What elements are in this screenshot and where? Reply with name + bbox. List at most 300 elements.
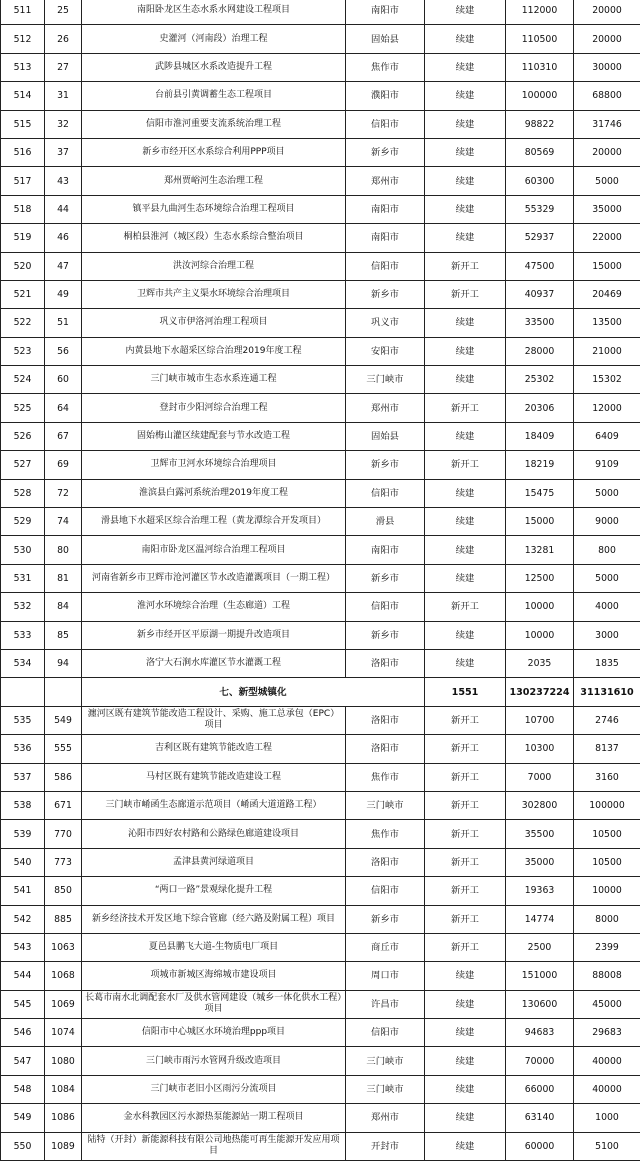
annual-investment: 15302 bbox=[574, 366, 640, 394]
project-name: 信阳市淮河重要支流系统治理工程 bbox=[82, 110, 346, 138]
total-investment: 25302 bbox=[506, 366, 574, 394]
row-code: 1080 bbox=[45, 1047, 82, 1075]
section-title: 七、新型城镇化 bbox=[82, 678, 425, 706]
row-index: 538 bbox=[1, 791, 45, 819]
table-row bbox=[1, 1075, 640, 1103]
total-investment: 10300 bbox=[506, 735, 574, 763]
row-code: 67 bbox=[45, 422, 82, 450]
project-name: 新乡市经开区平原湖一期提升改造项目 bbox=[82, 621, 346, 649]
table-row bbox=[1, 706, 640, 734]
total-investment: 2035 bbox=[506, 649, 574, 677]
row-code: 1084 bbox=[45, 1075, 82, 1103]
city: 焦作市 bbox=[346, 820, 425, 848]
table-row bbox=[1, 933, 640, 961]
annual-investment: 3000 bbox=[574, 621, 640, 649]
total-investment: 151000 bbox=[506, 962, 574, 990]
annual-investment: 1000 bbox=[574, 1104, 640, 1132]
total-investment: 55329 bbox=[506, 195, 574, 223]
annual-investment: 15000 bbox=[574, 252, 640, 280]
table-row bbox=[1, 82, 640, 110]
row-code: 37 bbox=[45, 138, 82, 166]
total-investment: 10000 bbox=[506, 621, 574, 649]
project-name: 吉利区既有建筑节能改造工程 bbox=[82, 735, 346, 763]
status: 续建 bbox=[425, 110, 506, 138]
status: 续建 bbox=[425, 962, 506, 990]
project-name: 台前县引黄调蓄生态工程项目 bbox=[82, 82, 346, 110]
city: 许昌市 bbox=[346, 990, 425, 1018]
table-row bbox=[1, 905, 640, 933]
total-investment: 13281 bbox=[506, 536, 574, 564]
row-index: 546 bbox=[1, 1019, 45, 1047]
section-count: 1551 bbox=[425, 678, 506, 706]
city: 三门峡市 bbox=[346, 366, 425, 394]
total-investment: 130600 bbox=[506, 990, 574, 1018]
status: 新开工 bbox=[425, 394, 506, 422]
total-investment: 40937 bbox=[506, 280, 574, 308]
project-name: 武陟县城区水系改造提升工程 bbox=[82, 53, 346, 81]
annual-investment: 30000 bbox=[574, 53, 640, 81]
table-row bbox=[1, 1019, 640, 1047]
city: 信阳市 bbox=[346, 593, 425, 621]
annual-investment: 1835 bbox=[574, 649, 640, 677]
annual-investment: 10500 bbox=[574, 820, 640, 848]
row-code: 85 bbox=[45, 621, 82, 649]
status: 续建 bbox=[425, 82, 506, 110]
annual-investment: 20000 bbox=[574, 25, 640, 53]
total-investment: 302800 bbox=[506, 791, 574, 819]
table-row bbox=[1, 280, 640, 308]
table-row bbox=[1, 451, 640, 479]
city: 南阳市 bbox=[346, 0, 425, 25]
city: 焦作市 bbox=[346, 53, 425, 81]
row-code: 549 bbox=[45, 706, 82, 734]
row-index: 513 bbox=[1, 53, 45, 81]
total-investment: 110500 bbox=[506, 25, 574, 53]
row-index: 532 bbox=[1, 593, 45, 621]
row-index: 540 bbox=[1, 848, 45, 876]
city: 洛阳市 bbox=[346, 706, 425, 734]
city: 洛阳市 bbox=[346, 735, 425, 763]
annual-investment: 40000 bbox=[574, 1075, 640, 1103]
annual-investment: 20469 bbox=[574, 280, 640, 308]
project-name: 项城市新城区海绵城市建设项目 bbox=[82, 962, 346, 990]
row-index: 547 bbox=[1, 1047, 45, 1075]
total-investment: 28000 bbox=[506, 337, 574, 365]
table-row bbox=[1, 1047, 640, 1075]
annual-investment: 13500 bbox=[574, 309, 640, 337]
table-row bbox=[1, 820, 640, 848]
table-row bbox=[1, 479, 640, 507]
row-code: 555 bbox=[45, 735, 82, 763]
table-row bbox=[1, 763, 640, 791]
row-code: 46 bbox=[45, 224, 82, 252]
row-index: 518 bbox=[1, 195, 45, 223]
row-code: 44 bbox=[45, 195, 82, 223]
annual-investment: 29683 bbox=[574, 1019, 640, 1047]
row-code: 586 bbox=[45, 763, 82, 791]
annual-investment: 2746 bbox=[574, 706, 640, 734]
status: 续建 bbox=[425, 508, 506, 536]
total-investment: 35000 bbox=[506, 848, 574, 876]
city: 商丘市 bbox=[346, 933, 425, 961]
city: 南阳市 bbox=[346, 536, 425, 564]
section-annual: 31131610 bbox=[574, 678, 640, 706]
city: 洛阳市 bbox=[346, 848, 425, 876]
status: 新开工 bbox=[425, 735, 506, 763]
annual-investment: 45000 bbox=[574, 990, 640, 1018]
status: 续建 bbox=[425, 25, 506, 53]
section-blank-cell bbox=[45, 678, 82, 706]
row-index: 535 bbox=[1, 706, 45, 734]
table-row bbox=[1, 422, 640, 450]
city: 南阳市 bbox=[346, 224, 425, 252]
row-code: 47 bbox=[45, 252, 82, 280]
city: 固始县 bbox=[346, 422, 425, 450]
total-investment: 52937 bbox=[506, 224, 574, 252]
project-name: 登封市少阳河综合治理工程 bbox=[82, 394, 346, 422]
status: 续建 bbox=[425, 564, 506, 592]
status: 新开工 bbox=[425, 905, 506, 933]
row-index: 516 bbox=[1, 138, 45, 166]
annual-investment: 10000 bbox=[574, 877, 640, 905]
status: 新开工 bbox=[425, 820, 506, 848]
status: 新开工 bbox=[425, 593, 506, 621]
project-name: 孟津县黄河绿道项目 bbox=[82, 848, 346, 876]
row-code: 1063 bbox=[45, 933, 82, 961]
total-investment: 100000 bbox=[506, 82, 574, 110]
project-name: 河南省新乡市卫辉市沧河灌区节水改造灌溉项目（一期工程） bbox=[82, 564, 346, 592]
table-row bbox=[1, 621, 640, 649]
row-code: 1068 bbox=[45, 962, 82, 990]
status: 续建 bbox=[425, 195, 506, 223]
row-code: 25 bbox=[45, 0, 82, 25]
row-code: 56 bbox=[45, 337, 82, 365]
city: 信阳市 bbox=[346, 110, 425, 138]
project-name: 镇平县九曲河生态环境综合治理工程项目 bbox=[82, 195, 346, 223]
city: 信阳市 bbox=[346, 479, 425, 507]
project-name: 金水科教园区污水源热泵能源站一期工程项目 bbox=[82, 1104, 346, 1132]
row-index: 524 bbox=[1, 366, 45, 394]
city: 郑州市 bbox=[346, 1104, 425, 1132]
table-row bbox=[1, 877, 640, 905]
row-code: 60 bbox=[45, 366, 82, 394]
project-name: 夏邑县鹏飞大道-生物质电厂项目 bbox=[82, 933, 346, 961]
row-index: 517 bbox=[1, 167, 45, 195]
city: 郑州市 bbox=[346, 167, 425, 195]
total-investment: 2500 bbox=[506, 933, 574, 961]
project-name: “两口一路”景观绿化提升工程 bbox=[82, 877, 346, 905]
total-investment: 80569 bbox=[506, 138, 574, 166]
project-name: 淮河水环境综合治理（生态廊道）工程 bbox=[82, 593, 346, 621]
total-investment: 18219 bbox=[506, 451, 574, 479]
row-index: 514 bbox=[1, 82, 45, 110]
total-investment: 33500 bbox=[506, 309, 574, 337]
status: 续建 bbox=[425, 337, 506, 365]
project-name: 滑县地下水超采区综合治理工程（黄龙潭综合开发项目） bbox=[82, 508, 346, 536]
row-index: 539 bbox=[1, 820, 45, 848]
row-index: 531 bbox=[1, 564, 45, 592]
project-name: 长葛市南水北调配套水厂及供水管网建设（城乡一体化供水工程）项目 bbox=[82, 990, 346, 1018]
project-name: 卫辉市共产主义渠水环境综合治理项目 bbox=[82, 280, 346, 308]
row-index: 511 bbox=[1, 0, 45, 25]
project-name: 史灌河（河南段）治理工程 bbox=[82, 25, 346, 53]
annual-investment: 22000 bbox=[574, 224, 640, 252]
status: 续建 bbox=[425, 536, 506, 564]
status: 续建 bbox=[425, 167, 506, 195]
row-index: 550 bbox=[1, 1132, 45, 1160]
project-name: 三门峡市雨污水管网升级改造项目 bbox=[82, 1047, 346, 1075]
annual-investment: 9000 bbox=[574, 508, 640, 536]
row-index: 530 bbox=[1, 536, 45, 564]
project-name: 信阳市中心城区水环境治理ppp项目 bbox=[82, 1019, 346, 1047]
city: 信阳市 bbox=[346, 1019, 425, 1047]
table-body-after bbox=[1, 706, 640, 1160]
table-row bbox=[1, 791, 640, 819]
annual-investment: 20000 bbox=[574, 0, 640, 25]
row-index: 549 bbox=[1, 1104, 45, 1132]
table-row bbox=[1, 309, 640, 337]
row-code: 81 bbox=[45, 564, 82, 592]
project-name: 洪汝河综合治理工程 bbox=[82, 252, 346, 280]
annual-investment: 21000 bbox=[574, 337, 640, 365]
row-index: 522 bbox=[1, 309, 45, 337]
row-code: 32 bbox=[45, 110, 82, 138]
project-name: 沁阳市四好农村路和公路绿色廊道建设项目 bbox=[82, 820, 346, 848]
row-index: 528 bbox=[1, 479, 45, 507]
table-row bbox=[1, 593, 640, 621]
city: 新乡市 bbox=[346, 451, 425, 479]
status: 续建 bbox=[425, 1075, 506, 1103]
project-name: 新乡经济技术开发区地下综合管廊（经六路及附属工程）项目 bbox=[82, 905, 346, 933]
city: 固始县 bbox=[346, 25, 425, 53]
project-name: 桐柏县淮河（城区段）生态水系综合整治项目 bbox=[82, 224, 346, 252]
status: 新开工 bbox=[425, 877, 506, 905]
row-code: 1089 bbox=[45, 1132, 82, 1160]
row-code: 1069 bbox=[45, 990, 82, 1018]
row-index: 529 bbox=[1, 508, 45, 536]
status: 续建 bbox=[425, 1047, 506, 1075]
table-row bbox=[1, 1104, 640, 1132]
annual-investment: 10500 bbox=[574, 848, 640, 876]
table-row bbox=[1, 564, 640, 592]
section-total: 130237224 bbox=[506, 678, 574, 706]
table-row bbox=[1, 649, 640, 677]
annual-investment: 40000 bbox=[574, 1047, 640, 1075]
row-code: 770 bbox=[45, 820, 82, 848]
project-name: 郑州贾峪河生态治理工程 bbox=[82, 167, 346, 195]
annual-investment: 100000 bbox=[574, 791, 640, 819]
city: 滑县 bbox=[346, 508, 425, 536]
table-row bbox=[1, 536, 640, 564]
annual-investment: 3160 bbox=[574, 763, 640, 791]
row-index: 520 bbox=[1, 252, 45, 280]
status: 续建 bbox=[425, 422, 506, 450]
row-index: 536 bbox=[1, 735, 45, 763]
city: 新乡市 bbox=[346, 280, 425, 308]
city: 三门峡市 bbox=[346, 1047, 425, 1075]
row-code: 49 bbox=[45, 280, 82, 308]
row-index: 533 bbox=[1, 621, 45, 649]
status: 续建 bbox=[425, 53, 506, 81]
table-row bbox=[1, 25, 640, 53]
row-index: 544 bbox=[1, 962, 45, 990]
annual-investment: 5000 bbox=[574, 167, 640, 195]
section-header-body bbox=[1, 678, 640, 706]
project-name: 马村区既有建筑节能改造建设工程 bbox=[82, 763, 346, 791]
status: 续建 bbox=[425, 621, 506, 649]
row-index: 527 bbox=[1, 451, 45, 479]
city: 新乡市 bbox=[346, 138, 425, 166]
total-investment: 60000 bbox=[506, 1132, 574, 1160]
status: 续建 bbox=[425, 1019, 506, 1047]
city: 三门峡市 bbox=[346, 1075, 425, 1103]
status: 新开工 bbox=[425, 280, 506, 308]
table-row bbox=[1, 508, 640, 536]
total-investment: 98822 bbox=[506, 110, 574, 138]
annual-investment: 31746 bbox=[574, 110, 640, 138]
table-row bbox=[1, 110, 640, 138]
row-code: 885 bbox=[45, 905, 82, 933]
row-index: 541 bbox=[1, 877, 45, 905]
row-code: 773 bbox=[45, 848, 82, 876]
city: 南阳市 bbox=[346, 195, 425, 223]
city: 巩义市 bbox=[346, 309, 425, 337]
row-code: 72 bbox=[45, 479, 82, 507]
row-index: 512 bbox=[1, 25, 45, 53]
row-code: 1086 bbox=[45, 1104, 82, 1132]
total-investment: 7000 bbox=[506, 763, 574, 791]
row-code: 74 bbox=[45, 508, 82, 536]
table-row bbox=[1, 848, 640, 876]
row-code: 31 bbox=[45, 82, 82, 110]
table-row bbox=[1, 0, 640, 25]
row-code: 27 bbox=[45, 53, 82, 81]
row-code: 43 bbox=[45, 167, 82, 195]
project-name: 陆特（开封）新能源科技有限公司地热能可再生能源开发应用项目 bbox=[82, 1132, 346, 1160]
total-investment: 94683 bbox=[506, 1019, 574, 1047]
city: 濮阳市 bbox=[346, 82, 425, 110]
total-investment: 15000 bbox=[506, 508, 574, 536]
city: 郑州市 bbox=[346, 394, 425, 422]
city: 安阳市 bbox=[346, 337, 425, 365]
row-index: 515 bbox=[1, 110, 45, 138]
project-name: 三门峡市老旧小区雨污分流项目 bbox=[82, 1075, 346, 1103]
row-index: 545 bbox=[1, 990, 45, 1018]
project-name: 南阳卧龙区生态水系水网建设工程项目 bbox=[82, 0, 346, 25]
total-investment: 35500 bbox=[506, 820, 574, 848]
row-code: 84 bbox=[45, 593, 82, 621]
table-row bbox=[1, 138, 640, 166]
status: 新开工 bbox=[425, 933, 506, 961]
project-name: 固始梅山灌区续建配套与节水改造工程 bbox=[82, 422, 346, 450]
row-index: 519 bbox=[1, 224, 45, 252]
row-code: 80 bbox=[45, 536, 82, 564]
status: 续建 bbox=[425, 0, 506, 25]
status: 续建 bbox=[425, 224, 506, 252]
table-row bbox=[1, 366, 640, 394]
total-investment: 15475 bbox=[506, 479, 574, 507]
row-code: 1074 bbox=[45, 1019, 82, 1047]
status: 续建 bbox=[425, 1132, 506, 1160]
row-code: 64 bbox=[45, 394, 82, 422]
total-investment: 112000 bbox=[506, 0, 574, 25]
project-name: 瀍河区既有建筑节能改造工程设计、采购、施工总承包（EPC）项目 bbox=[82, 706, 346, 734]
city: 新乡市 bbox=[346, 905, 425, 933]
annual-investment: 88008 bbox=[574, 962, 640, 990]
status: 续建 bbox=[425, 990, 506, 1018]
total-investment: 70000 bbox=[506, 1047, 574, 1075]
status: 续建 bbox=[425, 138, 506, 166]
table-row bbox=[1, 195, 640, 223]
annual-investment: 68800 bbox=[574, 82, 640, 110]
status: 续建 bbox=[425, 1104, 506, 1132]
annual-investment: 12000 bbox=[574, 394, 640, 422]
project-name: 三门峡市崤函生态廊道示范项目（崤函大道道路工程） bbox=[82, 791, 346, 819]
table-row bbox=[1, 53, 640, 81]
annual-investment: 35000 bbox=[574, 195, 640, 223]
row-index: 526 bbox=[1, 422, 45, 450]
section-row bbox=[1, 678, 640, 706]
table-row bbox=[1, 962, 640, 990]
row-code: 51 bbox=[45, 309, 82, 337]
total-investment: 66000 bbox=[506, 1075, 574, 1103]
row-code: 850 bbox=[45, 877, 82, 905]
total-investment: 60300 bbox=[506, 167, 574, 195]
city: 新乡市 bbox=[346, 564, 425, 592]
table-row bbox=[1, 394, 640, 422]
status: 新开工 bbox=[425, 451, 506, 479]
status: 续建 bbox=[425, 649, 506, 677]
table-row bbox=[1, 1132, 640, 1160]
project-name: 巩义市伊洛河治理工程项目 bbox=[82, 309, 346, 337]
table-row bbox=[1, 252, 640, 280]
row-index: 525 bbox=[1, 394, 45, 422]
project-name: 内黄县地下水超采区综合治理2019年度工程 bbox=[82, 337, 346, 365]
project-name: 洛宁大石涧水库灌区节水灌溉工程 bbox=[82, 649, 346, 677]
total-investment: 110310 bbox=[506, 53, 574, 81]
city: 信阳市 bbox=[346, 877, 425, 905]
row-code: 69 bbox=[45, 451, 82, 479]
city: 三门峡市 bbox=[346, 791, 425, 819]
total-investment: 19363 bbox=[506, 877, 574, 905]
table-row bbox=[1, 167, 640, 195]
project-name: 淮滨县白露河系统治理2019年度工程 bbox=[82, 479, 346, 507]
total-investment: 10700 bbox=[506, 706, 574, 734]
status: 新开工 bbox=[425, 763, 506, 791]
annual-investment: 800 bbox=[574, 536, 640, 564]
status: 新开工 bbox=[425, 706, 506, 734]
status: 续建 bbox=[425, 479, 506, 507]
row-index: 548 bbox=[1, 1075, 45, 1103]
status: 新开工 bbox=[425, 252, 506, 280]
city: 开封市 bbox=[346, 1132, 425, 1160]
row-code: 94 bbox=[45, 649, 82, 677]
total-investment: 14774 bbox=[506, 905, 574, 933]
annual-investment: 4000 bbox=[574, 593, 640, 621]
project-name: 卫辉市卫河水环境综合治理项目 bbox=[82, 451, 346, 479]
annual-investment: 8137 bbox=[574, 735, 640, 763]
table-row bbox=[1, 337, 640, 365]
total-investment: 10000 bbox=[506, 593, 574, 621]
city: 信阳市 bbox=[346, 252, 425, 280]
annual-investment: 5000 bbox=[574, 564, 640, 592]
project-name: 南阳市卧龙区温河综合治理工程项目 bbox=[82, 536, 346, 564]
project-name: 三门峡市城市生态水系连通工程 bbox=[82, 366, 346, 394]
row-index: 542 bbox=[1, 905, 45, 933]
city: 新乡市 bbox=[346, 621, 425, 649]
table-row bbox=[1, 735, 640, 763]
table-row bbox=[1, 990, 640, 1018]
